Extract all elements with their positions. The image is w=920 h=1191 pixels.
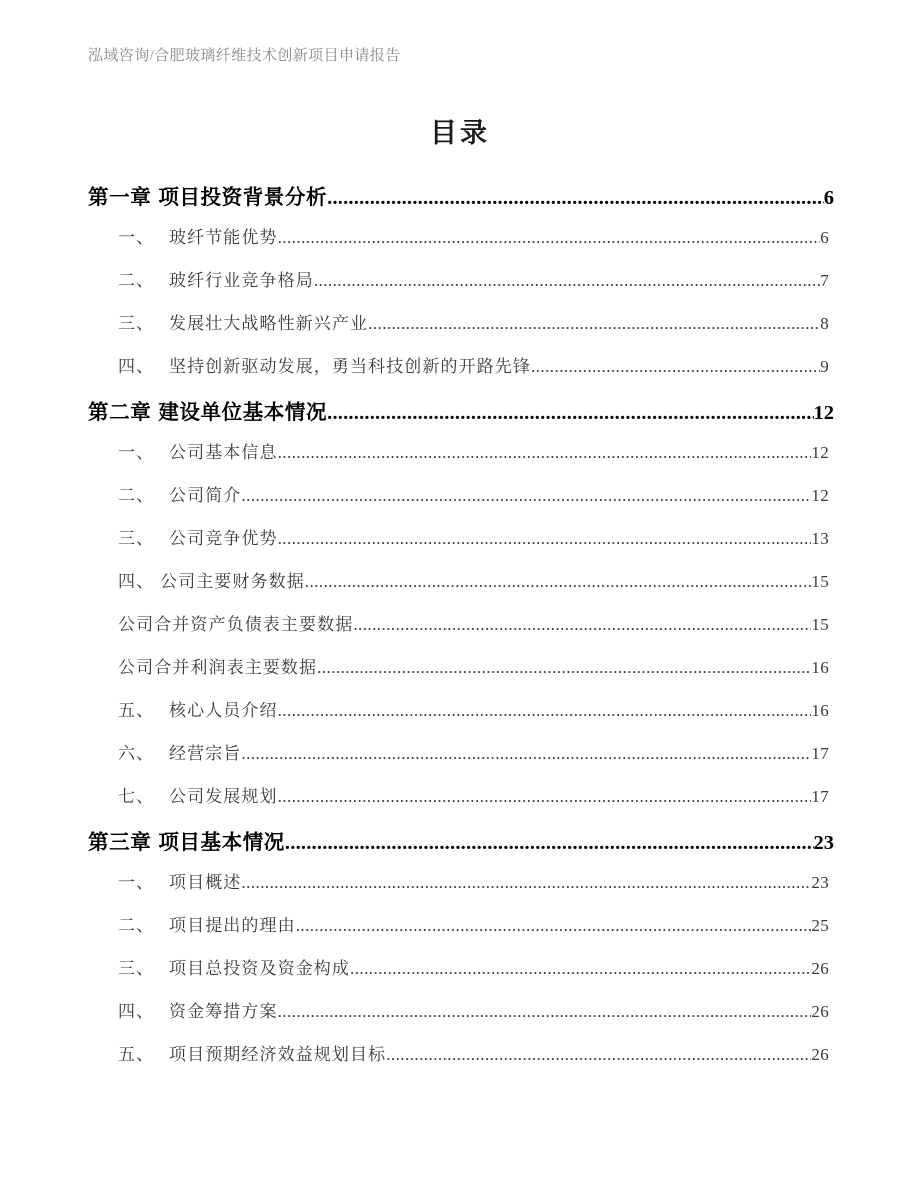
- toc-page-number: 12: [813, 402, 834, 424]
- toc-chapter-number: 第一章: [88, 187, 152, 209]
- toc-entry-label: [118, 739, 241, 764]
- toc-entry-text: 项目预期经济效益规划目标: [169, 1045, 387, 1064]
- toc-entry-text: 坚持创新驱动发展，勇当科技创新的开路先锋: [169, 357, 531, 376]
- toc-entry-label: [118, 610, 353, 635]
- toc-dot-leader: [278, 444, 812, 461]
- toc-entry-label: [118, 352, 531, 377]
- toc-entry-text: 项目总投资及资金构成: [169, 959, 350, 978]
- toc-dot-leader: [278, 530, 812, 547]
- toc-page-number: 23: [811, 873, 829, 892]
- toc-page-number: 17: [811, 787, 829, 806]
- toc-dot-leader: [327, 403, 813, 423]
- toc-entry-text: 公司简介: [169, 486, 242, 505]
- toc-section-row[interactable]: [88, 782, 834, 825]
- toc-section-row[interactable]: [88, 696, 834, 739]
- toc-page-number: 26: [811, 1045, 829, 1064]
- toc-page-number: 26: [811, 1002, 829, 1021]
- toc-section-row[interactable]: [88, 911, 834, 954]
- toc-page-number: 7: [820, 271, 829, 290]
- toc-section-row[interactable]: [88, 653, 834, 696]
- toc-chapter-row[interactable]: [88, 395, 834, 438]
- toc-section-row[interactable]: [88, 438, 834, 481]
- toc-entry-label: [88, 825, 285, 855]
- toc-section-ordinal: 三、: [118, 959, 155, 978]
- toc-page-number: 9: [820, 357, 829, 376]
- toc-dot-leader: [305, 573, 812, 590]
- toc-entry-label: [118, 997, 278, 1022]
- toc-entry-label: [118, 1040, 386, 1065]
- toc-entry-text: 公司基本信息: [169, 443, 278, 462]
- toc-dot-leader: [285, 833, 814, 853]
- toc-section-row[interactable]: [88, 309, 834, 352]
- toc-section-row[interactable]: [88, 567, 834, 610]
- toc-page-number: 15: [811, 615, 829, 634]
- toc-section-ordinal: 二、: [118, 916, 155, 935]
- toc-section-row[interactable]: [88, 739, 834, 782]
- toc-entry-label: [118, 223, 278, 248]
- toc-entry-text: 公司竞争优势: [169, 529, 278, 548]
- toc-page-number: 26: [811, 959, 829, 978]
- toc-chapter-row[interactable]: [88, 825, 834, 868]
- toc-section-ordinal: 二、: [118, 271, 155, 290]
- running-header: 泓域咨询/合肥玻璃纤维技术创新项目申请报告: [88, 48, 401, 64]
- toc-section-ordinal: 一、: [118, 443, 155, 462]
- toc-entry-text: 公司合并资产负债表主要数据: [118, 615, 354, 634]
- toc-entry-text: 公司发展规划: [169, 787, 278, 806]
- toc-section-ordinal: 七、: [118, 787, 155, 806]
- toc-section-ordinal: 一、: [118, 873, 155, 892]
- toc-dot-leader: [353, 616, 811, 633]
- toc-section-row[interactable]: [88, 954, 834, 997]
- toc-entry-label: [118, 481, 241, 506]
- toc-section-ordinal: 四、: [118, 1002, 155, 1021]
- toc-entry-label: [118, 524, 278, 549]
- toc-page-number: 13: [811, 529, 829, 548]
- table-of-contents: [0, 180, 920, 1083]
- toc-dot-leader: [278, 702, 812, 719]
- toc-entry-text: 项目基本情况: [158, 832, 285, 854]
- toc-section-ordinal: 四、: [118, 357, 155, 376]
- toc-entry-text: 公司主要财务数据: [160, 572, 305, 591]
- toc-page-number: 6: [823, 187, 834, 209]
- toc-page-number: 15: [811, 572, 829, 591]
- toc-chapter-number: 第三章: [88, 832, 152, 854]
- toc-entry-text: 玻纤节能优势: [169, 228, 278, 247]
- toc-dot-leader: [368, 315, 820, 332]
- toc-page-number: 25: [811, 916, 829, 935]
- toc-section-ordinal: 三、: [118, 314, 155, 333]
- toc-entry-label: [118, 954, 350, 979]
- toc-section-row[interactable]: [88, 1040, 834, 1083]
- toc-section-ordinal: 四、: [118, 572, 155, 591]
- toc-entry-text: 项目概述: [169, 873, 242, 892]
- toc-entry-label: [88, 180, 327, 210]
- toc-section-row[interactable]: [88, 481, 834, 524]
- toc-dot-leader: [241, 745, 811, 762]
- toc-entry-label: [118, 567, 305, 592]
- toc-dot-leader: [241, 874, 811, 891]
- toc-section-ordinal: 一、: [118, 228, 155, 247]
- toc-entry-label: [118, 266, 314, 291]
- toc-entry-text: 发展壮大战略性新兴产业: [169, 314, 369, 333]
- toc-entry-text: 建设单位基本情况: [158, 402, 328, 424]
- toc-dot-leader: [386, 1046, 811, 1063]
- toc-section-row[interactable]: [88, 352, 834, 395]
- toc-page-number: 17: [811, 744, 829, 763]
- toc-entry-text: 资金筹措方案: [169, 1002, 278, 1021]
- toc-entry-label: [118, 653, 317, 678]
- toc-entry-label: [88, 395, 327, 425]
- toc-dot-leader: [314, 272, 820, 289]
- toc-section-ordinal: 五、: [118, 1045, 155, 1064]
- toc-section-ordinal: 五、: [118, 701, 155, 720]
- toc-section-row[interactable]: [88, 610, 834, 653]
- toc-entry-text: 项目提出的理由: [169, 916, 296, 935]
- toc-chapter-number: 第二章: [88, 402, 152, 424]
- toc-section-ordinal: 六、: [118, 744, 155, 763]
- toc-section-row[interactable]: [88, 223, 834, 266]
- toc-section-row[interactable]: [88, 997, 834, 1040]
- toc-dot-leader: [531, 358, 820, 375]
- toc-page-number: 23: [813, 832, 834, 854]
- toc-section-ordinal: 三、: [118, 529, 155, 548]
- toc-dot-leader: [278, 788, 812, 805]
- toc-section-row[interactable]: [88, 868, 834, 911]
- toc-entry-text: 玻纤行业竞争格局: [169, 271, 314, 290]
- toc-dot-leader: [278, 1003, 812, 1020]
- toc-dot-leader: [350, 960, 811, 977]
- toc-entry-label: [118, 438, 278, 463]
- toc-page-number: 16: [811, 658, 829, 677]
- toc-entry-label: [118, 911, 296, 936]
- toc-section-row[interactable]: [88, 524, 834, 567]
- toc-page-number: 12: [811, 486, 829, 505]
- toc-page-number: 6: [820, 228, 829, 247]
- toc-chapter-row[interactable]: [88, 180, 834, 223]
- toc-entry-label: [118, 309, 368, 334]
- page-title: 目录: [430, 118, 490, 148]
- toc-entry-text: 项目投资背景分析: [158, 187, 328, 209]
- toc-entry-text: 公司合并利润表主要数据: [118, 658, 318, 677]
- toc-dot-leader: [278, 229, 821, 246]
- toc-entry-text: 经营宗旨: [169, 744, 242, 763]
- toc-page-number: 12: [811, 443, 829, 462]
- toc-entry-text: 核心人员介绍: [169, 701, 278, 720]
- toc-section-row[interactable]: [88, 266, 834, 309]
- toc-page-number: 8: [820, 314, 829, 333]
- toc-dot-leader: [241, 487, 811, 504]
- toc-entry-label: [118, 696, 278, 721]
- toc-page-number: 16: [811, 701, 829, 720]
- toc-section-ordinal: 二、: [118, 486, 155, 505]
- toc-dot-leader: [317, 659, 811, 676]
- toc-dot-leader: [327, 188, 824, 208]
- toc-entry-label: [118, 782, 278, 807]
- toc-dot-leader: [296, 917, 812, 934]
- toc-entry-label: [118, 868, 241, 893]
